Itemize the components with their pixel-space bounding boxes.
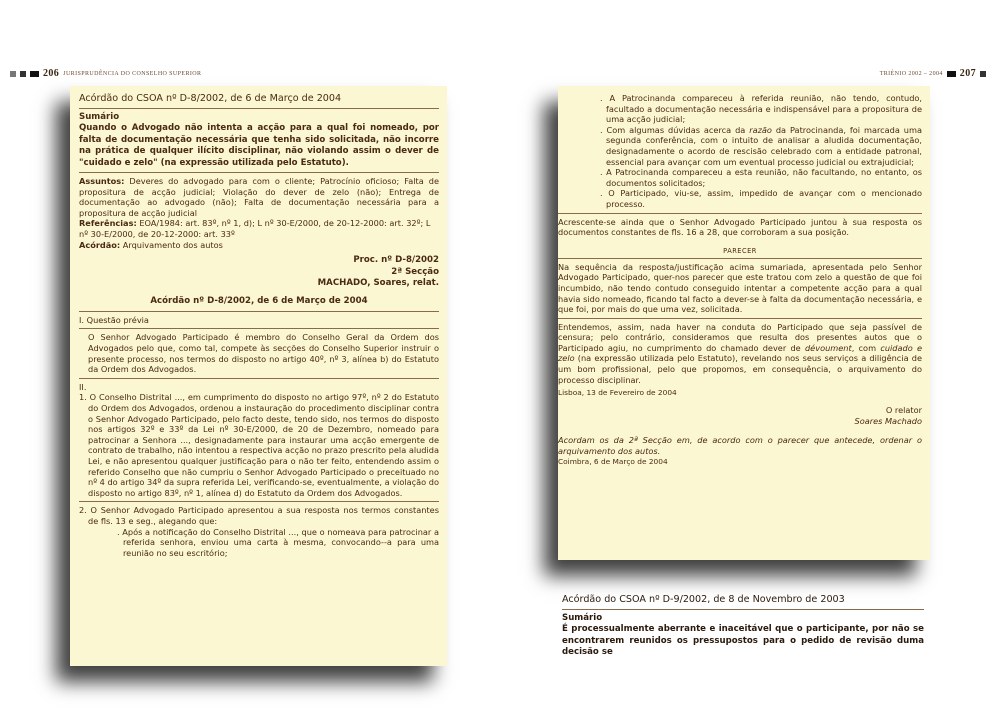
item-2: 2. O Senhor Advogado Participado apresentou a sua resposta nos termos constantes de fls. 13 e seg., alegando que: bbox=[79, 505, 439, 526]
page-number-left: 206 bbox=[43, 68, 60, 79]
divider bbox=[79, 328, 439, 329]
parecer-paragraph-2: Entendemos, assim, nada haver na conduta do Participado que seja passível de censura; pelo contrário, consideramos que resulta dos presentes autos que o Participado agiu, no cumprimento do chamado dever de dévoument, com cuidado e zelo (na expressão utilizada pelo Estatuto), revelando nos seus serviços a diligência de um bom profissional, pelo que propomos, em consequência, o arquivamento do processo disciplinar. bbox=[558, 321, 922, 385]
relator: MACHADO, Soares, relat. bbox=[317, 278, 439, 288]
header-square-icon bbox=[980, 71, 986, 77]
header-square-icon bbox=[20, 71, 26, 77]
questao-previa-text: O Senhor Advogado Participado é membro do Conselho Geral da Ordem dos Advogados pelo que, como tal, compete às secções do Conselho Superior instruir o presente processo, nos termos do disposto no artigo 40º, nº 3, alínea b) do Estatuto da Ordem dos Advogados. bbox=[88, 332, 439, 375]
next-ruling bbox=[562, 594, 924, 659]
divider bbox=[558, 213, 922, 214]
header-square-icon bbox=[947, 71, 956, 77]
divider bbox=[558, 258, 922, 259]
bullet-item: . Com algumas dúvidas acerca da razão da Patrocinanda, foi marcada uma segunda conferência, com o intuito de analisar a aludida documentação, designadamente o acordo de rescisão celebrado com a entidade patronal, essencial para avançar com um eventual processo judicial ou extrajudicial; bbox=[600, 124, 922, 167]
right-page bbox=[558, 86, 930, 560]
divider bbox=[79, 108, 439, 109]
ruling-title: Acórdão do CSOA nº D-8/2002, de 6 de Março de 2004 bbox=[79, 93, 342, 104]
referencias-text: EOA/1984: art. 83º, nº 1, d); L nº 30-E/2000, de 20-12-2000: art. 32º; L nº 30-E/2000, de 20-12-2000: art. 33º bbox=[79, 218, 431, 239]
coimbra-date: Coimbra, 6 de Março de 2004 bbox=[558, 456, 668, 466]
section-ii-heading: II. bbox=[79, 381, 87, 392]
item-1: 1. O Conselho Distrital ..., em cumprimento do disposto no artigo 97º, nº 2 do Estatuto do Ordem dos Advogados, ordenou a instauração do procedimento disciplinar contra o Senhor Advogado Participado, pelo facto deste, tendo sido, nos termos do disposto nos artigos 32º e 33º da Lei nº 30-E/2000, de 20 de Dezembro, nomeado para patrocinar a Senhora ..., designadamente para instaurar uma acção emergente de contrato de trabalho, não intentou a respectiva acção no prazo prescrito pela aludida Lei, e não apresentou qualquer justificação para o não ter feito, entendendo assim o referido Conselho que não cumpriu o Senhor Advogado Participado o preceituado no nº 4 do artigo 34º da supra referida Lei, verificando-se, eventualmente, a violação do disposto no artigo 83º, nº 1, alínea d) do Estatuto da Ordem dos Advogados. bbox=[79, 392, 439, 498]
sumario-label: Sumário bbox=[79, 112, 120, 122]
acordao-text: Arquivamento dos autos bbox=[120, 239, 223, 250]
divider bbox=[562, 609, 924, 610]
running-title-left: JURISPRUDÊNCIA DO CONSELHO SUPERIOR bbox=[63, 70, 202, 77]
bullet-item: . O Participado, viu-se, assim, impedido de avançar com o mencionado processo. bbox=[600, 188, 922, 209]
assuntos-text: Deveres do advogado para com o cliente; Patrocínio oficioso; Falta de propositura de acção judicial; Violação do dever de zelo (não); Entrega de documentação ao advogado (não); Falta de documentação necessária para a propositura de acção judicial bbox=[79, 176, 439, 218]
divider bbox=[79, 501, 439, 502]
header-square-icon bbox=[10, 71, 16, 77]
header-right bbox=[880, 68, 986, 79]
bullet-item: . A Patrocinanda compareceu à referida reunião, não tendo, contudo, facultado a documentação necessária e indispensável para a propositura de uma acção judicial; bbox=[600, 93, 922, 125]
next-sumario-text: É processualmente aberrante e inaceitável que o participante, por não se encontrarem reunidos os pressupostos para o pedido de revisão duma decisão se bbox=[562, 624, 924, 658]
parecer-heading: PARECER bbox=[723, 246, 757, 255]
parecer-paragraph-1: Na sequência da resposta/justificação acima sumariada, apresentada pelo Senhor Advogado Participado, quer-nos parecer que este tratou com zelo a questão de que foi incumbido, não tendo contudo conseguido intentar a competente acção para a qual havia sido nomeado, ficando tal facto a dever-se à falta da documentação necessária, e que foi, por mais do que uma vez, solicitada. bbox=[558, 261, 922, 315]
next-ruling-title: Acórdão do CSOA nº D-9/2002, de 8 de Novembro de 2003 bbox=[562, 594, 845, 605]
divider bbox=[79, 311, 439, 312]
header-left bbox=[10, 68, 201, 79]
proc-number: Proc. nº D-8/2002 bbox=[353, 255, 439, 266]
item-2-bullet: . Após a notificação do Conselho Distrital ..., que o nomeava para patrocinar a referida senhora, enviou uma carta à mesma, convocando--a para uma reunião no seu escritório; bbox=[117, 526, 439, 558]
seccao: 2ª Secção bbox=[391, 266, 439, 277]
divider bbox=[79, 172, 439, 173]
referencias-label: Referências: bbox=[79, 218, 137, 229]
acordao-label: Acórdão: bbox=[79, 239, 121, 250]
assuntos-label: Assuntos: bbox=[79, 176, 125, 187]
acordao-result bbox=[79, 240, 439, 251]
left-page bbox=[70, 86, 447, 666]
bullet-list bbox=[558, 93, 922, 210]
assuntos bbox=[79, 176, 439, 218]
divider bbox=[79, 378, 439, 379]
sumario-text: Quando o Advogado não intenta a acção para a qual foi nomeado, por falta de documentação necessária que tenha sido solicitada, não incorre na prática de qualquer ilícito disciplinar, não violando assim o dever de "cuidado e zelo" (na expressão utilizada pelo Estatuto). bbox=[79, 123, 439, 168]
header-square-icon bbox=[30, 71, 39, 77]
relator-name: Soares Machado bbox=[854, 415, 922, 426]
acrescente-text: Acrescente-se ainda que o Senhor Advogado Participado juntou à sua resposta os documentos constantes de fls. 16 a 28, que corroboram a sua posição. bbox=[558, 216, 922, 238]
bullet-item: . A Patrocinanda compareceu a esta reunião, não facultando, no entanto, os documentos solicitados; bbox=[600, 167, 922, 188]
lisboa-date: Lisboa, 13 de Fevereiro de 2004 bbox=[558, 388, 677, 398]
divider bbox=[558, 318, 922, 319]
relator-label: O relator bbox=[885, 405, 922, 416]
acordam-text: Acordam os da 2ª Secção em, de acordo com o parecer que antecede, ordenar o arquivamento dos autos. bbox=[558, 435, 922, 457]
page-number-right: 207 bbox=[959, 68, 976, 79]
questao-previa-heading: I. Questão prévia bbox=[79, 314, 149, 325]
referencias bbox=[79, 218, 439, 239]
ruling-heading: Acórdão nº D-8/2002, de 6 de Março de 2004 bbox=[150, 296, 368, 307]
running-title-right: TRIÉNIO 2002 – 2004 bbox=[879, 70, 943, 77]
next-sumario-label: Sumário bbox=[562, 613, 603, 623]
